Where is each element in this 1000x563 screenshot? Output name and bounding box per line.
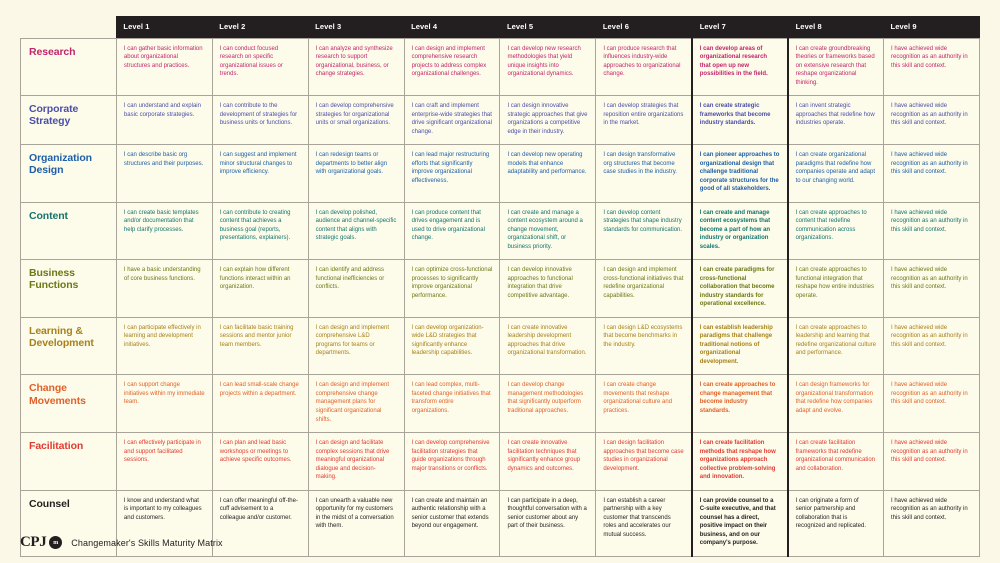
cell-change-movements-level-7: I can create approaches to change management that become industry standards. [692,375,788,433]
cell-learning-development-level-7: I can establish leadership paradigms that challenge traditional notions of organizational development. [692,317,788,375]
cell-change-movements-level-4: I can lead complex, multi-faceted change initiatives that transform entire organizations. [404,375,500,433]
skill-label-corporate-strategy: Corporate Strategy [21,96,117,145]
cell-business-functions-level-6: I can design and implement cross-functional initiatives that redefine organizational capabilities. [596,260,692,318]
table-row [21,38,980,96]
cell-organization-design-level-8: I can create organizational paradigms that redefine how companies operate and adapt to our changing world. [788,145,884,203]
cell-business-functions-level-3: I can identify and address functional inefficiencies or conflicts. [308,260,404,318]
skill-label-research: Research [21,38,117,96]
cell-organization-design-level-5: I can develop new operating models that enhance adaptability and performance. [500,145,596,203]
table-row [21,433,980,491]
column-header-level-4: Level 4 [404,16,500,38]
cell-content-level-9: I have achieved wide recognition as an authority in this skill and context. [884,202,980,260]
cell-facilitation-level-3: I can design and facilitate complex sessions that drive meaningful organizational dialogue and decision-making. [308,433,404,491]
cell-corporate-strategy-level-4: I can craft and implement enterprise-wide strategies that drive significant organizational change. [404,96,500,145]
cell-corporate-strategy-level-9: I have achieved wide recognition as an authority in this skill and context. [884,96,980,145]
cell-organization-design-level-9: I have achieved wide recognition as an authority in this skill and context. [884,145,980,203]
column-header-level-9: Level 9 [884,16,980,38]
cell-change-movements-level-8: I can design frameworks for organizational transformation that redefine how companies adapt and evolve. [788,375,884,433]
cell-business-functions-level-1: I have a basic understanding of core business functions. [116,260,212,318]
cell-learning-development-level-9: I have achieved wide recognition as an authority in this skill and context. [884,317,980,375]
matrix-body [21,38,980,556]
matrix-header [21,16,980,38]
cell-research-level-7: I can develop areas of organizational research that open up new possibilities in the field. [692,38,788,96]
column-header-level-8: Level 8 [788,16,884,38]
cell-business-functions-level-5: I can develop innovative approaches to functional integration that drive competitive advantage. [500,260,596,318]
cell-change-movements-level-6: I can create change movements that reshape organizational culture and practices. [596,375,692,433]
cell-organization-design-level-3: I can redesign teams or departments to better align with organizational goals. [308,145,404,203]
skill-label-facilitation: Facilitation [21,433,117,491]
cell-change-movements-level-5: I can develop change management methodologies that significantly outperform traditional approaches. [500,375,596,433]
cell-change-movements-level-3: I can design and implement comprehensive change management plans for significant organizational shifts. [308,375,404,433]
cpj-logo [20,534,62,551]
cell-content-level-1: I can create basic templates and/or documentation that help clarify processes. [116,202,212,260]
cell-business-functions-level-9: I have achieved wide recognition as an authority in this skill and context. [884,260,980,318]
cell-learning-development-level-1: I can participate effectively in learning and development initiatives. [116,317,212,375]
cell-research-level-2: I can conduct focused research on specific organizational issues or trends. [212,38,308,96]
column-header-level-2: Level 2 [212,16,308,38]
cell-facilitation-level-9: I have achieved wide recognition as an authority in this skill and context. [884,433,980,491]
cell-facilitation-level-4: I can develop comprehensive facilitation strategies that guide organizations through major transitions or conflicts. [404,433,500,491]
cell-counsel-level-4: I can create and maintain an authentic relationship with a senior customer that extends beyond our engagement. [404,490,500,556]
cell-counsel-level-3: I can unearth a valuable new opportunity for my customers in the midst of a conversation with them. [308,490,404,556]
cell-corporate-strategy-level-7: I can create strategic frameworks that become industry standards. [692,96,788,145]
cell-organization-design-level-2: I can suggest and implement minor structural changes to improve efficiency. [212,145,308,203]
cell-facilitation-level-2: I can plan and lead basic workshops or meetings to achieve specific outcomes. [212,433,308,491]
column-header-level-5: Level 5 [500,16,596,38]
cpj-logo-text: CPJ [20,534,47,550]
cell-content-level-2: I can contribute to creating content that achieves a business goal (reports, presentations, explainers). [212,202,308,260]
cell-organization-design-level-4: I can lead major restructuring efforts that significantly improve organizational effectiveness. [404,145,500,203]
cell-research-level-5: I can develop new research methodologies that yield unique insights into organizational dynamics. [500,38,596,96]
skill-label-change-movements: Change Movements [21,375,117,433]
cell-counsel-level-9: I have achieved wide recognition as an authority in this skill and context. [884,490,980,556]
cell-research-level-9: I have achieved wide recognition as an authority in this skill and context. [884,38,980,96]
cell-corporate-strategy-level-8: I can invent strategic approaches that redefine how industries operate. [788,96,884,145]
skill-label-content: Content [21,202,117,260]
cell-content-level-6: I can develop content strategies that shape industry standards for communication. [596,202,692,260]
cell-organization-design-level-1: I can describe basic org structures and their purposes. [116,145,212,203]
cell-research-level-6: I can produce research that influences industry-wide approaches to organizational change. [596,38,692,96]
cpj-logo-mark-icon: m [49,536,62,549]
cell-research-level-1: I can gather basic information about organizational structures and practices. [116,38,212,96]
cell-facilitation-level-7: I can create facilitation methods that reshape how organizations approach collective problem-solving and innovation. [692,433,788,491]
cell-business-functions-level-7: I can create paradigms for cross-functional collaboration that become industry standards for operational excellence. [692,260,788,318]
header-corner-cell [21,16,117,38]
skill-label-organization-design: Organization Design [21,145,117,203]
cell-learning-development-level-2: I can facilitate basic training sessions and mentor junior team members. [212,317,308,375]
cell-business-functions-level-8: I can create approaches to functional integration that reshape how entire industries operate. [788,260,884,318]
cell-content-level-7: I can create and manage content ecosystems that become a part of how an industry or organization scales. [692,202,788,260]
cell-counsel-level-6: I can establish a career partnership with a key customer that transcends roles and accelerates our mutual success. [596,490,692,556]
skill-label-counsel: Counsel [21,490,117,556]
cell-research-level-4: I can design and implement comprehensive research projects to address complex organizational challenges. [404,38,500,96]
header-row [21,16,980,38]
cell-learning-development-level-4: I can develop organization-wide L&D strategies that significantly enhance leadership capabilities. [404,317,500,375]
column-header-level-7: Level 7 [692,16,788,38]
document-title: Changemaker's Skills Maturity Matrix [71,537,223,548]
column-header-level-3: Level 3 [308,16,404,38]
cell-corporate-strategy-level-5: I can design innovative strategic approaches that give organizations a competitive edge in their industry. [500,96,596,145]
cell-content-level-5: I can create and manage a content ecosystem around a change movement, organizational shift, or business priority. [500,202,596,260]
cell-research-level-3: I can analyze and synthesize research to support organizational, business, or change strategies. [308,38,404,96]
cell-facilitation-level-1: I can effectively participate in and support facilitated sessions. [116,433,212,491]
cell-change-movements-level-2: I can lead small-scale change projects within a department. [212,375,308,433]
cell-content-level-3: I can develop polished, audience and channel-specific content that aligns with strategic goals. [308,202,404,260]
cell-facilitation-level-5: I can create innovative facilitation techniques that significantly enhance group dynamics and outcomes. [500,433,596,491]
cell-corporate-strategy-level-2: I can contribute to the development of strategies for business units or functions. [212,96,308,145]
table-row [21,375,980,433]
cell-facilitation-level-6: I can design facilitation approaches that become case studies in organizational development. [596,433,692,491]
cell-content-level-8: I can create approaches to content that redefine communication across organizations. [788,202,884,260]
cell-counsel-level-7: I can provide counsel to a C-suite executive, and that counsel has a direct, positive impact on their business, and on our company's purpose. [692,490,788,556]
cell-counsel-level-8: I can originate a form of senior partnership and collaboration that is recognized and replicated. [788,490,884,556]
cell-counsel-level-1: I know and understand what is important to my colleagues and customers. [116,490,212,556]
cell-research-level-8: I can create groundbreaking theories or frameworks based on extensive research that reshape organizational thinking. [788,38,884,96]
table-row [21,260,980,318]
cell-learning-development-level-3: I can design and implement comprehensive L&D programs for teams or departments. [308,317,404,375]
cell-organization-design-level-7: I can pioneer approaches to organizational design that challenge traditional corporate structures for the good of all stakeholders. [692,145,788,203]
cell-corporate-strategy-level-1: I can understand and explain basic corporate strategies. [116,96,212,145]
table-row [21,145,980,203]
skill-label-learning-and-development: Learning & Development [21,317,117,375]
skills-maturity-matrix [20,16,980,557]
column-header-level-1: Level 1 [116,16,212,38]
table-row [21,96,980,145]
cell-organization-design-level-6: I can design transformative org structures that become case studies in the industry. [596,145,692,203]
cell-learning-development-level-5: I can create innovative leadership development approaches that drive organizational transformation. [500,317,596,375]
cell-facilitation-level-8: I can create facilitation frameworks that redefine organizational communication and collaboration. [788,433,884,491]
cell-change-movements-level-1: I can support change initiatives within my immediate team. [116,375,212,433]
cell-counsel-level-2: I can offer meaningful off-the-cuff advisement to a colleague and/or customer. [212,490,308,556]
cell-business-functions-level-2: I can explain how different functions interact within an organization. [212,260,308,318]
footer [20,534,223,551]
column-header-level-6: Level 6 [596,16,692,38]
skill-label-business-functions: Business Functions [21,260,117,318]
cell-corporate-strategy-level-3: I can develop comprehensive strategies for organizational units or small organizations. [308,96,404,145]
cell-counsel-level-5: I can participate in a deep, thoughtful conversation with a senior customer about any part of their business. [500,490,596,556]
cell-learning-development-level-6: I can design L&D ecosystems that become benchmarks in the industry. [596,317,692,375]
cell-learning-development-level-8: I can create approaches to leadership and learning that redefine organizational culture and performance. [788,317,884,375]
table-row [21,317,980,375]
table-row [21,202,980,260]
cell-change-movements-level-9: I have achieved wide recognition as an authority in this skill and context. [884,375,980,433]
cell-corporate-strategy-level-6: I can develop strategies that reposition entire organizations in the market. [596,96,692,145]
cell-business-functions-level-4: I can optimize cross-functional processes to significantly improve organizational performance. [404,260,500,318]
cell-content-level-4: I can produce content that drives engagement and is used to drive organizational change. [404,202,500,260]
